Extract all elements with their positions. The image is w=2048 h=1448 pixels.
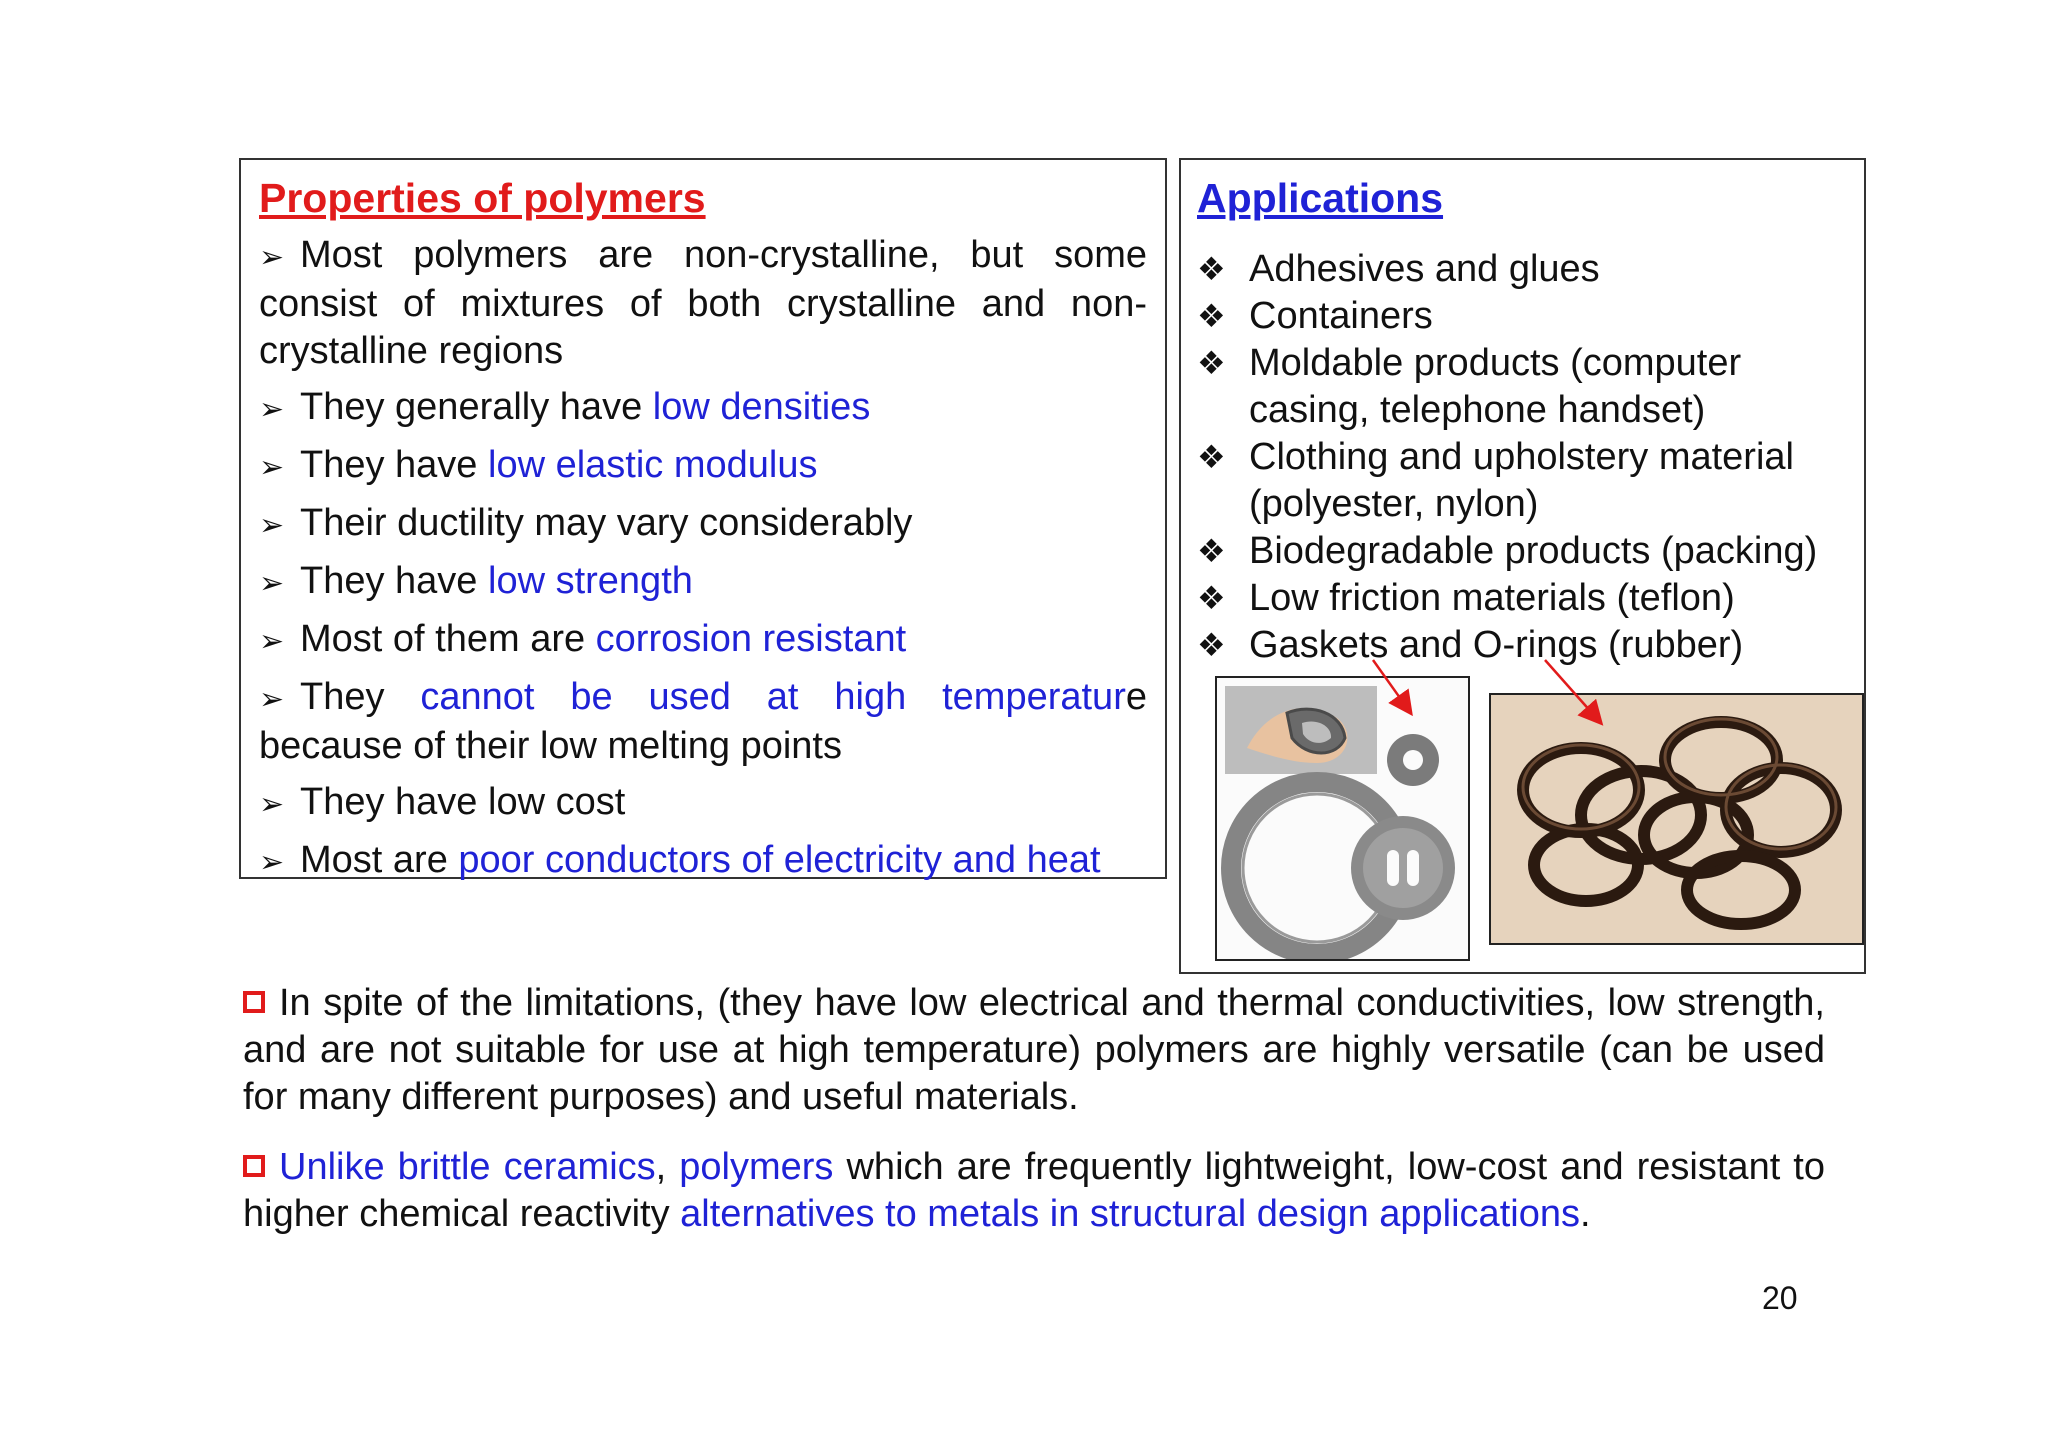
- four-diamond-icon: ❖: [1197, 533, 1226, 569]
- arrow-to-gasket: [1373, 660, 1410, 712]
- applications-title: Applications: [1197, 175, 1444, 221]
- arrow-to-o-ring: [1545, 660, 1600, 722]
- four-diamond-icon: ❖: [1197, 251, 1226, 287]
- arrowhead-icon: ➢: [259, 451, 285, 484]
- property-item: ➢ Their ductility may vary considerably: [259, 500, 1147, 549]
- properties-title: Properties of polymers: [259, 175, 706, 221]
- application-item: ❖ Clothing and upholstery material (polyester, nylon): [1197, 436, 1794, 525]
- property-item: ➢ Most polymers are non-crystalline, but some consist of mixtures of both crystalline and non-crystalline regions: [259, 234, 1147, 372]
- paragraph-limitations: In spite of the limitations, (they have low electrical and thermal conductivities, low strength, and are not suitable for use at high temperature) polymers are highly versatile (can be used for many different purposes) and useful materials.: [243, 982, 1825, 1118]
- arrowhead-icon: ➢: [259, 788, 285, 821]
- property-item: ➢ Most are poor conductors of electricity and heat: [259, 837, 1147, 886]
- application-item: ❖ Moldable products (computer casing, telephone handset): [1197, 342, 1742, 431]
- property-item: ➢ They have low cost: [259, 779, 1147, 828]
- application-item: ❖ Low friction materials (teflon): [1197, 575, 1848, 622]
- hollow-square-icon: [243, 991, 265, 1013]
- page-number: 20: [1762, 1280, 1798, 1316]
- application-item: ❖ Containers: [1197, 293, 1848, 340]
- property-item: ➢ Most of them are corrosion resistant: [259, 616, 1147, 665]
- arrowhead-icon: ➢: [259, 567, 285, 600]
- four-diamond-icon: ❖: [1197, 580, 1226, 616]
- application-item: ❖ Gaskets and O-rings (rubber): [1197, 622, 1848, 669]
- arrowhead-icon: ➢: [259, 509, 285, 542]
- arrowhead-icon: ➢: [259, 393, 285, 426]
- four-diamond-icon: ❖: [1197, 345, 1226, 381]
- hollow-square-icon: [243, 1155, 265, 1177]
- application-item: ❖ Adhesives and glues: [1197, 246, 1848, 293]
- arrowhead-icon: ➢: [259, 683, 285, 716]
- arrowhead-icon: ➢: [259, 846, 285, 879]
- property-item: ➢ They generally have low densities: [259, 384, 1147, 433]
- four-diamond-icon: ❖: [1197, 627, 1226, 663]
- arrowhead-icon: ➢: [259, 241, 285, 274]
- property-item: ➢ They have low elastic modulus: [259, 442, 1147, 491]
- arrowhead-icon: ➢: [259, 625, 285, 658]
- application-item: ❖ Biodegradable products (packing): [1197, 528, 1848, 575]
- four-diamond-icon: ❖: [1197, 439, 1226, 475]
- paragraph-alternatives: Unlike brittle ceramics, polymers which are frequently lightweight, low-cost and resistant to higher chemical reactivity alternatives to metals in structural design applications.: [243, 1146, 1826, 1235]
- property-item: ➢ They have low strength: [259, 558, 1147, 607]
- property-item: ➢ They cannot be used at high temperature because of their low melting points: [259, 676, 1147, 767]
- four-diamond-icon: ❖: [1197, 298, 1226, 334]
